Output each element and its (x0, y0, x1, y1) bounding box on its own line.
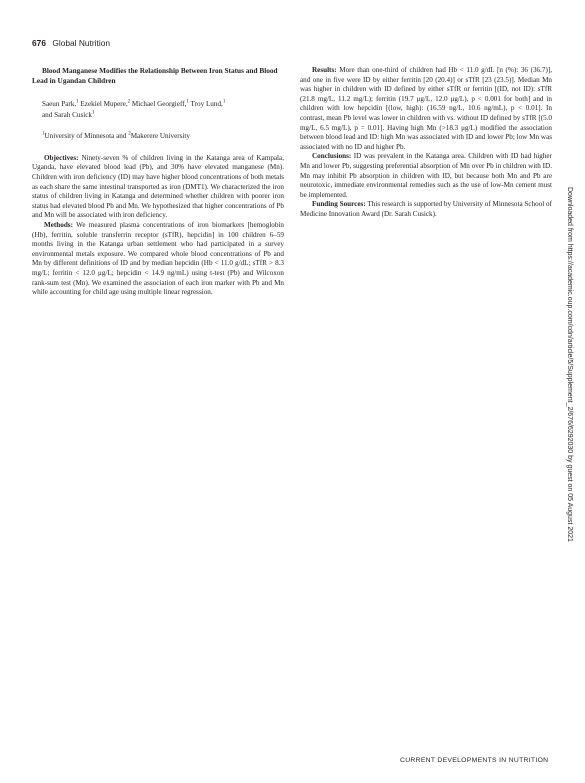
objectives-paragraph: Objectives: Ninety-seven % of children living in the Katanga area of Kampala, Uganda, have elevated blood lead (Pb), and 30% have elevated manganese (Mn). Children with iron deficiency (ID) may have higher blood concentrations of both metals as each share the same intestinal transported as iron (DMT1). We characterized the iron status of children living in Katanga and determined whether children with poorer iron status had elevated blood Pb and Mn. We hypothesized that higher concentrations of Pb and Mn will be associated with iron deficiency. (32, 153, 284, 220)
author: Michael Georgieff,$^1$ (131, 99, 189, 109)
author: Troy Lund,$^1$ (190, 99, 226, 109)
conclusions-paragraph: Conclusions: ID was prevalent in the Katanga area. Children with ID had higher Mn and lower Pb, suggesting preferential absorption of Mn over Pb in children with ID. Mn may inhibit Pb absorption in children with ID, but because both Mn and Pb are neurotoxic, immediate environmental remedies such as the use of low-Mn cement must be implemented. (300, 152, 552, 199)
article-title: Blood Manganese Modifies the Relationship Between Iron Status and Blood Lead in Ugandan Children (32, 66, 278, 85)
left-column (32, 66, 284, 298)
author: Ezekiel Mupere,$^2$ (80, 99, 131, 109)
page-number: 676 (32, 38, 46, 48)
section-heading: Conclusions: (312, 152, 352, 161)
author: Saeun Park,$^1$ (42, 99, 79, 109)
author: and Sarah Cusick$^1$ (42, 110, 95, 119)
journal-section-name: Global Nutrition (52, 38, 111, 48)
funding-paragraph: Funding Sources: This research is supported by University of Minnesota School of Medicine Innovation Award (Dr. Sarah Cusick). (300, 200, 552, 218)
section-heading: Methods: (44, 220, 73, 229)
download-watermark: Downloaded from https://academic.oup.com/cdn/article/5/Supplement_2/676/6292030 by guest on 05 August 2021 (566, 187, 573, 542)
author-list (42, 99, 284, 120)
section-heading: Objectives: (44, 153, 79, 162)
results-paragraph: Results: More than one-third of children had Hb < 11.0 g/dL [n (%): 36 (36.7)], and one in five were ID by either ferritin [20 (20.4)] or sTfR [23 (23.5)]. Median Mn was higher in children with ID defined by either sTfR or ferritin [(ID, not ID): sTfR (21.8 mg/L, 11.2 mg/L); ferritin (19.7 μg/L, 12.0 μg/L), p < 0.001 for both] and in children with low hepcidin [(low, high): (16.59 ng/L, 10.6 ng/mL), p < 0.01]. In contrast, mean Pb level was lower in children with vs. without ID defined by sTfR [(5.0 mg/L, 6.5 mg/L), p = 0.01]. Having high Mn (>18.3 μg/L) modified the association between blood lead and ID: high Mn was associated with ID and lower Pb; low Mn was associated with no ID and higher Pb. (300, 66, 552, 151)
section-heading: Funding Sources: (312, 200, 366, 209)
affiliations: $^1$University of Minnesota and $^2$Makerere University (42, 131, 190, 141)
right-column (300, 66, 552, 220)
journal-footer: CURRENT DEVELOPMENTS IN NUTRITION (400, 757, 549, 764)
page-header (32, 38, 110, 48)
methods-paragraph: Methods: We measured plasma concentrations of iron biomarkers [hemoglobin (Hb), ferritin, soluble transferrin receptor (sTfR), hepcidin] in 100 children 6–59 months living in the Katanga urban settlement who had participated in a survey environmental metals exposure. We compared whole blood concentrations of Pb and Mn by different definitions of ID and by median hepcidin (Hb < 11.0 g/dL; sTfR > 8.3 mg/L; ferritin < 12.0 μg/L; hepcidin < 14.9 ng/mL) using t-test (Pb) and Wilcoxon rank-sum test (Mn). We examined the association of each iron marker with Pb and Mn while accounting for child age using multiple linear regression. (32, 220, 284, 297)
section-heading: Results: (312, 66, 337, 74)
